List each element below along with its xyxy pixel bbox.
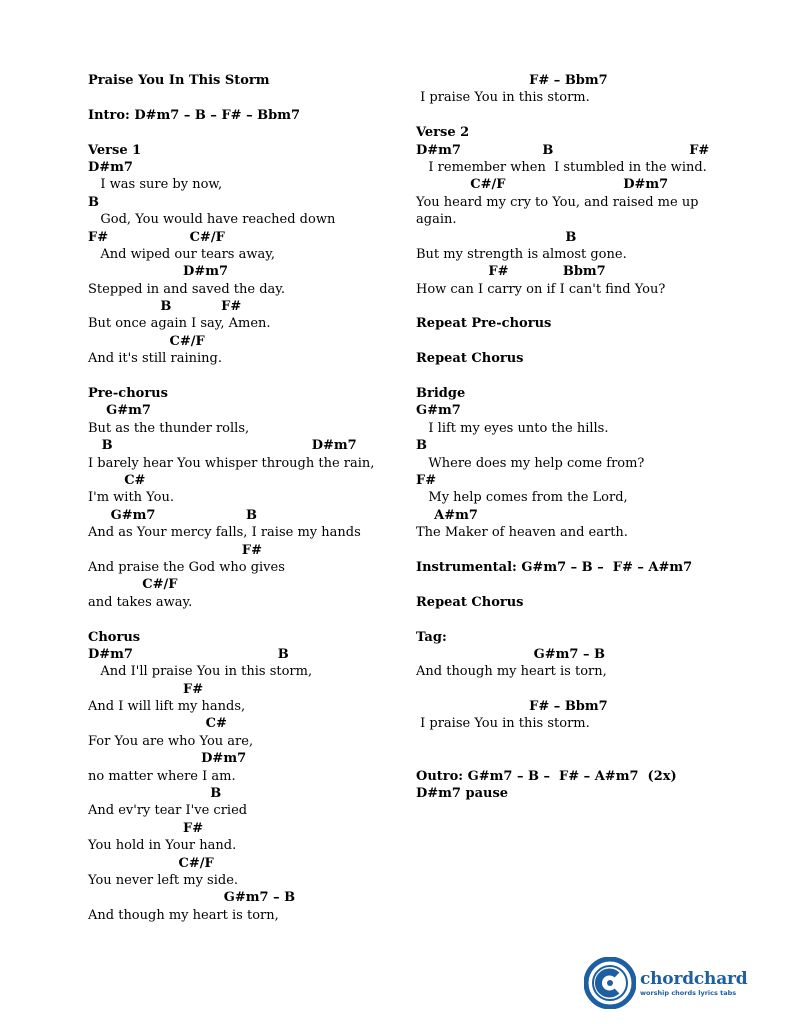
spacer xyxy=(88,368,408,385)
lyric-line: I barely hear You whisper through the rain, xyxy=(88,455,375,471)
chord-line: G#m7 – B xyxy=(88,890,296,906)
chord-line: C#/F xyxy=(88,855,214,871)
chord-line: B F# xyxy=(88,299,242,315)
chord-line: F# xyxy=(416,472,437,488)
chord-line: D#m7 xyxy=(88,264,229,280)
spacer xyxy=(416,298,736,315)
chord-line: B xyxy=(416,229,577,245)
lyric-line: I'm with You. xyxy=(88,490,174,506)
logo-name: chordchard xyxy=(640,968,748,989)
chord-line: D#m7 xyxy=(88,751,247,767)
chord-line: G#m7 B xyxy=(88,507,257,523)
heading-line: Intro: D#m7 – B – F# – Bbm7 xyxy=(88,107,300,123)
left-column xyxy=(88,72,408,924)
lyric-line: For You are who You are, xyxy=(88,733,254,749)
heading-line: Bridge xyxy=(416,386,466,402)
lyric-line: You never left my side. xyxy=(88,872,239,888)
right-column xyxy=(416,72,736,802)
chord-line: F# Bbm7 xyxy=(416,264,606,280)
heading-line: Praise You In This Storm xyxy=(88,73,270,88)
lyric-line: and takes away. xyxy=(88,594,193,610)
chord-line: F# – Bbm7 xyxy=(416,699,608,715)
lyric-line: I praise You in this storm. xyxy=(416,90,590,106)
chord-line: F# C#/F xyxy=(88,229,225,245)
chord-line: G#m7 – B xyxy=(416,646,606,662)
lyric-line: Stepped in and saved the day. xyxy=(88,281,286,297)
lyric-line: again. xyxy=(416,212,457,228)
lyric-line: And I'll praise You in this storm, xyxy=(88,664,313,680)
lyric-line: And wiped our tears away, xyxy=(88,246,275,262)
lyric-line: And though my heart is torn, xyxy=(88,907,279,923)
chord-line: C# xyxy=(88,716,227,732)
lyric-line: And though my heart is torn, xyxy=(416,664,607,680)
spacer xyxy=(88,89,408,106)
lyric-line: But my strength is almost gone. xyxy=(416,246,627,262)
chord-line: A#m7 xyxy=(416,507,478,523)
chord-line: G#m7 xyxy=(416,403,461,419)
chord-line: B xyxy=(88,786,222,802)
lyric-line: My help comes from the Lord, xyxy=(416,490,628,506)
heading-line: Repeat Chorus xyxy=(416,594,524,610)
logo-tagline: worship chords lyrics tabs xyxy=(640,988,737,997)
heading-line: Outro: G#m7 – B – F# – A#m7 (2x) xyxy=(416,768,677,784)
heading-line: Verse 1 xyxy=(88,142,142,158)
heading-line: Tag: xyxy=(416,629,447,645)
spacer xyxy=(416,750,736,767)
spacer xyxy=(416,576,736,593)
lyric-line: Where does my help come from? xyxy=(416,455,645,471)
chord-line: C#/F xyxy=(88,333,205,349)
lyric-line: God, You would have reached down xyxy=(88,212,336,228)
lyric-line: You hold in Your hand. xyxy=(88,838,237,854)
chord-line: B xyxy=(416,438,427,454)
chord-line: B xyxy=(88,194,99,210)
chord-line: B D#m7 xyxy=(88,438,357,454)
lyric-line: And ev'ry tear I've cried xyxy=(88,803,248,819)
heading-line: D#m7 pause xyxy=(416,786,509,802)
lyric-line: The Maker of heaven and earth. xyxy=(416,525,628,541)
chord-line: C#/F D#m7 xyxy=(416,177,669,193)
chord-line: D#m7 B xyxy=(88,646,289,662)
lyric-line: I remember when I stumbled in the wind. xyxy=(416,159,707,175)
logo-text xyxy=(640,969,747,998)
spacer xyxy=(416,681,736,698)
heading-line: Repeat Pre-chorus xyxy=(416,316,552,332)
lyric-line: I praise You in this storm. xyxy=(416,716,590,732)
lyric-line: no matter where I am. xyxy=(88,768,236,784)
chordchard-logo-icon xyxy=(584,957,636,1009)
lyric-line: And praise the God who gives xyxy=(88,559,285,575)
chord-line: F# xyxy=(88,681,204,697)
chord-line: F# – Bbm7 xyxy=(416,73,608,88)
lyric-line: I was sure by now, xyxy=(88,177,223,193)
lyric-line: And it's still raining. xyxy=(88,351,222,367)
spacer xyxy=(416,107,736,124)
chord-line: D#m7 xyxy=(88,159,133,175)
heading-line: Verse 2 xyxy=(416,125,470,141)
spacer xyxy=(416,542,736,559)
chord-line: G#m7 xyxy=(88,403,151,419)
heading-line: Repeat Chorus xyxy=(416,351,524,367)
spacer xyxy=(88,611,408,628)
lyric-line: But as the thunder rolls, xyxy=(88,420,250,436)
spacer xyxy=(416,368,736,385)
lyric-line: You heard my cry to You, and raised me up xyxy=(416,194,699,210)
spacer xyxy=(416,733,736,750)
lyric-line: And as Your mercy falls, I raise my hands xyxy=(88,525,361,541)
heading-line: Pre-chorus xyxy=(88,386,168,402)
spacer xyxy=(416,611,736,628)
spacer xyxy=(88,124,408,141)
heading-line: Chorus xyxy=(88,629,141,645)
lyric-line: And I will lift my hands, xyxy=(88,699,246,715)
spacer xyxy=(416,333,736,350)
heading-line: Instrumental: G#m7 – B – F# – A#m7 xyxy=(416,559,693,575)
chord-line: D#m7 B F# xyxy=(416,142,710,158)
chord-line: C#/F xyxy=(88,577,178,593)
chord-line: F# xyxy=(88,542,263,558)
chord-line: C# xyxy=(88,472,146,488)
lyric-line: How can I carry on if I can't find You? xyxy=(416,281,666,297)
lyric-line: But once again I say, Amen. xyxy=(88,316,271,332)
chordchard-logo xyxy=(584,957,769,1009)
lyric-line: I lift my eyes unto the hills. xyxy=(416,420,609,436)
chord-line: F# xyxy=(88,820,204,836)
